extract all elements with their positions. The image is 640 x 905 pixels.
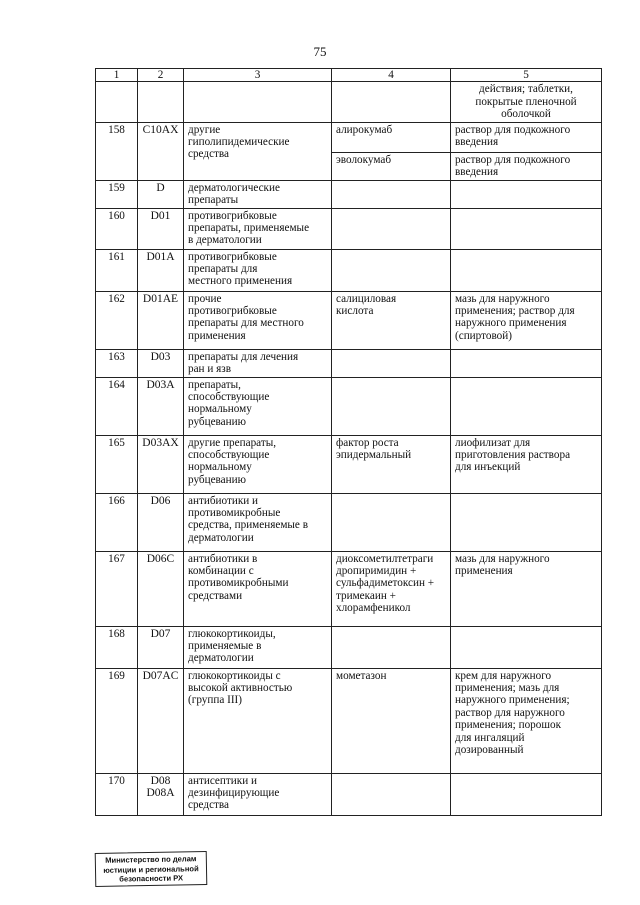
atc-code: D03A [138, 377, 184, 435]
inn-name [332, 249, 451, 291]
inn-name: диоксометилтетраги дропиримидин + сульфадиметоксин + тримекаин + хлорамфеникол [332, 551, 451, 626]
atc-code [138, 82, 184, 122]
group-name: противогрибковые препараты для местного применения [184, 249, 332, 291]
group-name: антибиотики в комбинации с противомикробными средствами [184, 551, 332, 626]
table-row [96, 493, 602, 551]
atc-code: D07 [138, 626, 184, 668]
table-row [96, 249, 602, 291]
page-number: 75 [313, 44, 327, 59]
group-name: глюкокортикоиды с высокой активностью (группа III) [184, 668, 332, 773]
table-row [96, 208, 602, 249]
atc-code: D03 [138, 349, 184, 377]
header-cell: 2 [138, 69, 184, 82]
inn-name: алирокумаб [332, 122, 451, 152]
group-name: препараты для лечения ран и язв [184, 349, 332, 377]
row-number: 163 [96, 349, 138, 377]
dosage-form: мазь для наружного применения [451, 551, 602, 626]
table-row [96, 377, 602, 435]
inn-name [332, 82, 451, 122]
atc-code: D06C [138, 551, 184, 626]
dosage-form [451, 349, 602, 377]
row-number: 161 [96, 249, 138, 291]
table-row [96, 668, 602, 773]
inn-name [332, 773, 451, 815]
atc-code: D [138, 180, 184, 208]
inn-name [332, 377, 451, 435]
row-number: 159 [96, 180, 138, 208]
table-row [96, 435, 602, 493]
row-number: 158 [96, 122, 138, 180]
inn-name: салициловая кислота [332, 291, 451, 349]
dosage-form: крем для наружного применения; мазь для наружного применения; раствор для наружного применения; порошок для ингаляций дозированный [451, 668, 602, 773]
group-name: другие гиполипидемические средства [184, 122, 332, 180]
group-name: другие препараты, способствующие нормальному рубцеванию [184, 435, 332, 493]
dosage-form: действия; таблетки, покрытые пленочной оболочкой [451, 82, 602, 122]
inn-name [332, 493, 451, 551]
table-row [96, 626, 602, 668]
table-row [96, 82, 602, 122]
table-row [96, 773, 602, 815]
atc-code: D06 [138, 493, 184, 551]
dosage-form [451, 493, 602, 551]
dosage-form [451, 626, 602, 668]
row-number: 160 [96, 208, 138, 249]
dosage-form: лиофилизат для приготовления раствора для инъекций [451, 435, 602, 493]
row-number: 167 [96, 551, 138, 626]
dosage-form [451, 180, 602, 208]
inn-name: эволокумаб [332, 152, 451, 180]
row-number: 166 [96, 493, 138, 551]
row-number: 169 [96, 668, 138, 773]
header-cell: 1 [96, 69, 138, 82]
row-number: 162 [96, 291, 138, 349]
dosage-form: раствор для подкожного введения [451, 152, 602, 180]
atc-code: D01AE [138, 291, 184, 349]
row-number: 170 [96, 773, 138, 815]
table-row [96, 291, 602, 349]
group-name: антисептики и дезинфицирующие средства [184, 773, 332, 815]
table-row [96, 349, 602, 377]
group-name: дерматологические препараты [184, 180, 332, 208]
inn-name [332, 626, 451, 668]
header-cell: 5 [451, 69, 602, 82]
atc-code: D01 [138, 208, 184, 249]
table-header-row [96, 69, 602, 82]
atc-code: D01A [138, 249, 184, 291]
group-name: противогрибковые препараты, применяемые в дерматологии [184, 208, 332, 249]
dosage-form: мазь для наружного применения; раствор для наружного применения (спиртовой) [451, 291, 602, 349]
inn-name: мометазон [332, 668, 451, 773]
atc-code: D03AX [138, 435, 184, 493]
atc-code: C10AX [138, 122, 184, 180]
row-number: 165 [96, 435, 138, 493]
row-number: 164 [96, 377, 138, 435]
stamp-text: Министерство по делам юстиции и региональной безопасности РХ [103, 854, 199, 884]
inn-name: фактор роста эпидермальный [332, 435, 451, 493]
group-name: препараты, способствующие нормальному рубцеванию [184, 377, 332, 435]
dosage-form [451, 208, 602, 249]
dosage-form [451, 377, 602, 435]
group-name: прочие противогрибковые препараты для местного применения [184, 291, 332, 349]
group-name [184, 82, 332, 122]
row-number: 168 [96, 626, 138, 668]
header-cell: 3 [184, 69, 332, 82]
atc-code: D07AC [138, 668, 184, 773]
table-row [96, 122, 602, 152]
atc-code: D08 D08A [138, 773, 184, 815]
header-cell: 4 [332, 69, 451, 82]
drug-table [95, 68, 602, 816]
inn-name [332, 349, 451, 377]
dosage-form: раствор для подкожного введения [451, 122, 602, 152]
row-number [96, 82, 138, 122]
inn-name [332, 208, 451, 249]
inn-name [332, 180, 451, 208]
dosage-form [451, 249, 602, 291]
group-name: антибиотики и противомикробные средства, применяемые в дерматологии [184, 493, 332, 551]
ministry-stamp [95, 851, 208, 887]
dosage-form [451, 773, 602, 815]
table-row [96, 180, 602, 208]
table-row [96, 551, 602, 626]
group-name: глюкокортикоиды, применяемые в дерматологии [184, 626, 332, 668]
